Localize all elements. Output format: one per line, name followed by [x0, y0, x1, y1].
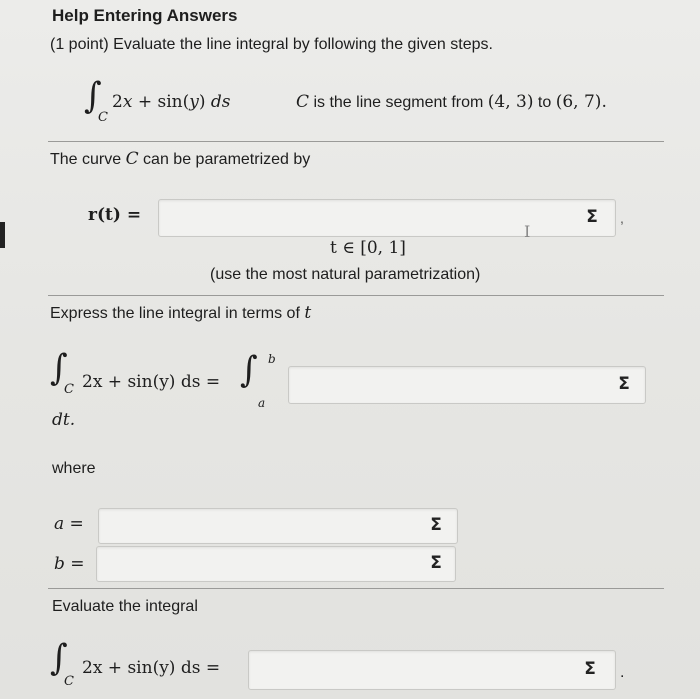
a-input[interactable] [98, 508, 458, 544]
integral-subscript-3: C [64, 674, 74, 689]
divider-1 [48, 141, 664, 142]
step3-integral [50, 637, 270, 698]
t-domain: t ∈ [0, 1] [330, 238, 406, 258]
definite-integral-symbol: ∫ [240, 349, 258, 391]
r-of-t-label: r(t) = [88, 205, 142, 225]
trailing-comma: , [620, 210, 624, 226]
step3-lhs: 2x + sin(y) ds = [82, 658, 221, 678]
step2-intro: Express the line integral in terms of t [50, 303, 312, 323]
integrand [112, 92, 230, 112]
sigma-icon-integrand[interactable]: Σ [618, 374, 630, 394]
integral-subscript-2: C [64, 382, 74, 397]
where-label: where [52, 460, 96, 477]
r-of-t-input[interactable] [158, 199, 616, 237]
b-label: b = [54, 554, 85, 574]
integrand-t-input[interactable] [288, 366, 646, 404]
curve-c: C [296, 92, 310, 112]
integral-subscript: C [98, 110, 108, 125]
integrand-ds: ds [210, 92, 231, 112]
left-edge-bar [0, 222, 5, 248]
to-word: to [533, 94, 556, 111]
sigma-icon-final[interactable]: Σ [584, 659, 596, 679]
step2-t: t [304, 303, 312, 323]
parametrization-hint: (use the most natural parametrization) [210, 266, 481, 283]
step3-intro: Evaluate the integral [52, 598, 198, 615]
step1-intro: The curve C can be parametrized by [50, 149, 311, 169]
dt-label: dt. [52, 410, 76, 430]
sigma-icon-a[interactable]: Σ [430, 515, 442, 535]
sigma-icon-b[interactable]: Σ [430, 553, 442, 573]
help-entering-answers-link[interactable]: Help Entering Answers [52, 6, 238, 25]
integrand-x: x [122, 92, 133, 112]
a-label: a = [54, 514, 84, 534]
curve-text: is the line segment from [309, 94, 488, 111]
point-end: (6, 7) [555, 92, 602, 112]
integral-symbol-3: ∫ [50, 637, 68, 679]
step2-lhs: 2x + sin(y) ds = [82, 372, 221, 392]
upper-limit-b: b [268, 352, 276, 366]
b-input[interactable] [96, 546, 456, 582]
integral-symbol-2: ∫ [50, 347, 68, 389]
step1-c: C [125, 149, 139, 169]
integrand-close: ) [198, 92, 211, 112]
problem-statement: (1 point) Evaluate the line integral by following the given steps. [50, 36, 493, 53]
text-cursor-icon: I [524, 222, 531, 241]
final-period: . [620, 664, 625, 681]
problem-integral [84, 75, 674, 132]
divider-3 [48, 588, 664, 589]
integral-symbol: ∫ [84, 75, 102, 117]
point-start: (4, 3) [487, 92, 534, 112]
period: . [601, 92, 607, 112]
lower-limit-a: a [258, 396, 266, 410]
integrand-sin: + sin( [132, 92, 190, 112]
sigma-icon-r[interactable]: Σ [586, 207, 598, 227]
final-answer-input[interactable] [248, 650, 616, 690]
integrand-y: y [189, 92, 199, 112]
curve-description [296, 92, 607, 112]
step2-integral [50, 347, 300, 412]
divider-2 [48, 295, 664, 296]
integrand-coef: 2 [112, 92, 123, 112]
